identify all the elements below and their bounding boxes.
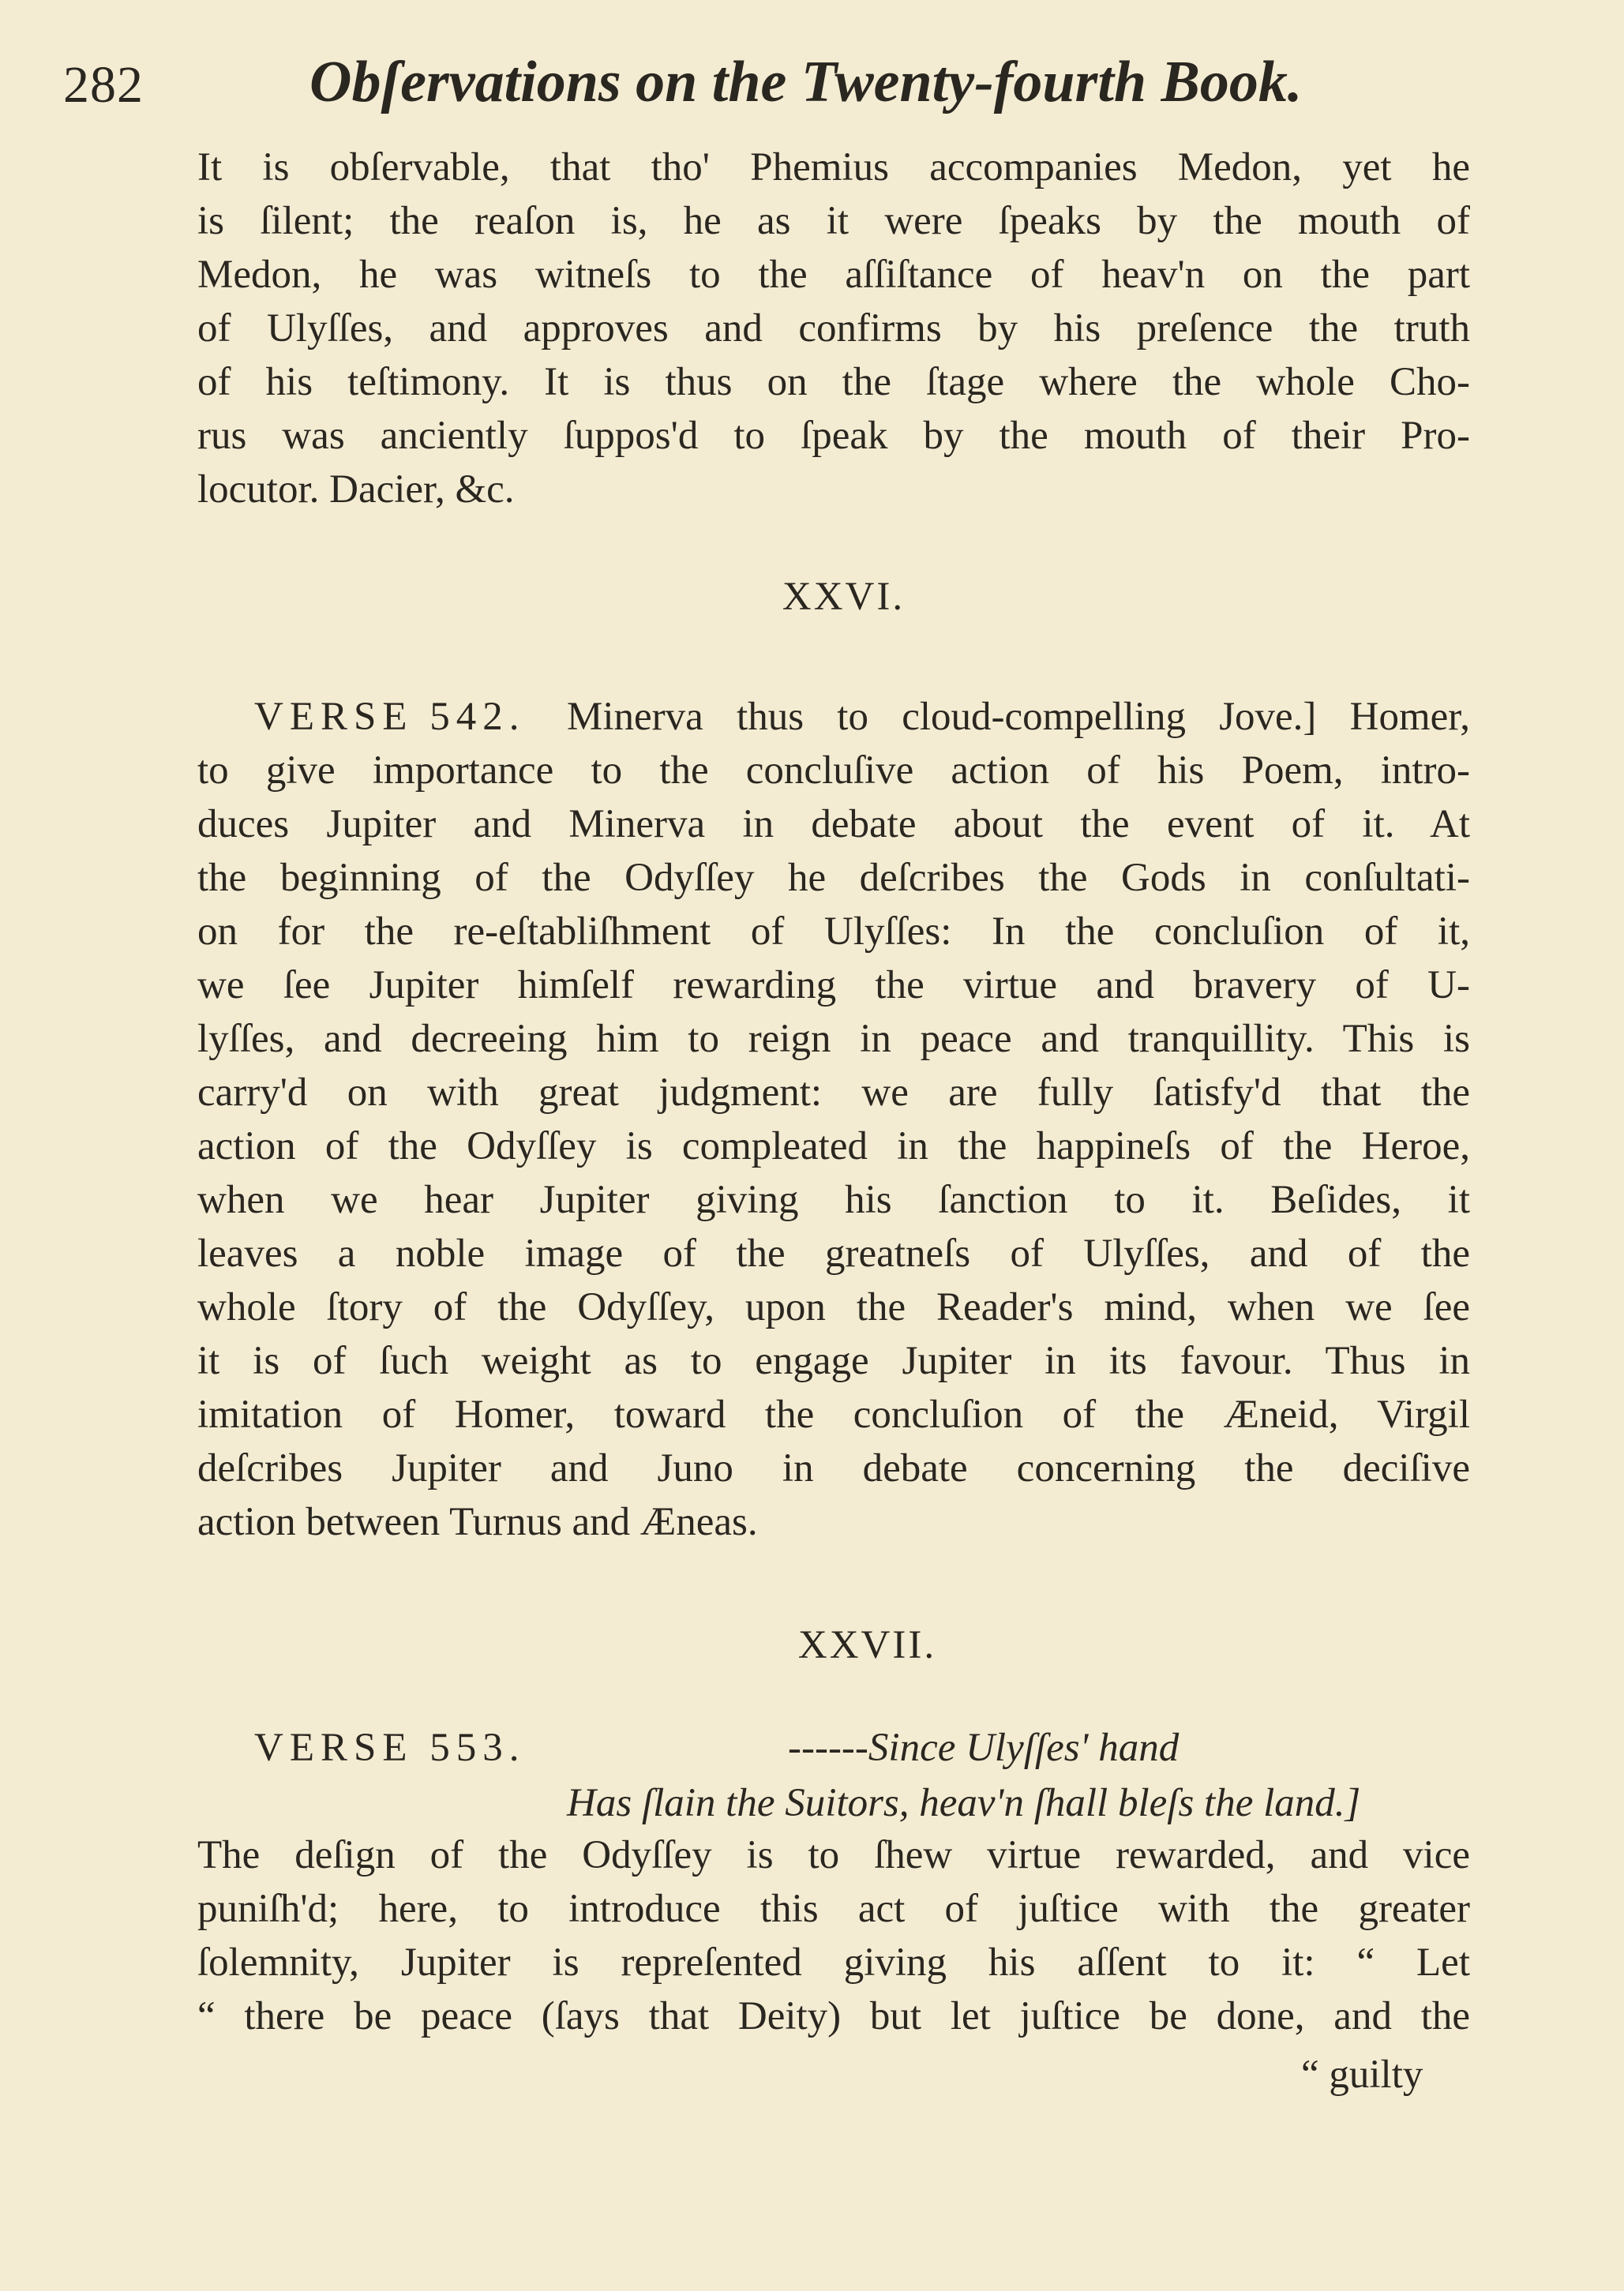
page-number: 282 (63, 56, 144, 114)
text-line: to give importance to the concluſive action of his Poem, intro- (197, 748, 1470, 793)
text-line: imitation of Homer, toward the concluſion of the Æneid, Virgil (197, 1393, 1470, 1437)
text-line: we ſee Jupiter himſelf rewarding the virtue and bravery of U- (197, 963, 1470, 1007)
paragraph-section-xxvi (197, 744, 1470, 1549)
paragraph-section-xxvii (197, 1828, 1470, 2043)
text-line: locutor. Dacier, &c. (197, 467, 515, 512)
text-line: of Ulyſſes, and approves and confirms by his preſence the truth (197, 306, 1470, 351)
verse-label-text: VERSE 553. (254, 1726, 526, 1770)
verse-label-542 (254, 690, 526, 744)
page-header (63, 49, 1326, 136)
text-line: The deſign of the Odyſſey is to ſhew virtue rewarded, and vice (197, 1833, 1470, 1877)
text-line: lyſſes, and decreeing him to reign in peace and tranquillity. This is (197, 1017, 1470, 1061)
section-heading-xxvi: XXVI. (782, 575, 906, 619)
text-line: Medon, he was witneſs to the aſſiſtance of heav'n on the part (197, 253, 1470, 297)
text-line: leaves a noble image of the greatneſs of Ulyſſes, and of the (197, 1232, 1470, 1276)
text-line: action between Turnus and Æneas. (197, 1500, 758, 1544)
text-line: rus was anciently ſuppos'd to ſpeak by the mouth of their Pro- (197, 414, 1470, 458)
text-line: is ſilent; the reaſon is, he as it were ſpeaks by the mouth of (197, 199, 1470, 243)
text-line: carry'd on with great judgment: we are fully ſatisfy'd that the (197, 1071, 1470, 1115)
text-line: “ there be peace (ſays that Deity) but let juſtice be done, and the (197, 1994, 1470, 2038)
section-heading-xxvii: XXVII. (797, 1623, 937, 1667)
text-line: It is obſervable, that tho' Phemius accompanies Medon, yet he (197, 145, 1470, 189)
quote-line-2: Has ſlain the Suitors, heav'n ſhall bleſs the land.] (567, 1781, 1361, 1825)
text-line: it is of ſuch weight as to engage Jupiter in its favour. Thus in (197, 1339, 1470, 1383)
text-line: whole ſtory of the Odyſſey, upon the Reader's mind, when we ſee (197, 1285, 1470, 1329)
text-line: duces Jupiter and Minerva in debate about the event of it. At (197, 802, 1470, 846)
text-line: deſcribes Jupiter and Juno in debate concerning the deciſive (197, 1446, 1470, 1490)
text-line: when we hear Jupiter giving his ſanction to it. Beſides, it (197, 1178, 1470, 1222)
quote-line-1: ------Since Ulyſſes' hand (788, 1726, 1180, 1770)
text-line: ſolemnity, Jupiter is repreſented giving his aſſent to it: “ Let (197, 1940, 1470, 1985)
paragraph-phemius (197, 141, 1470, 516)
section-xxvi-first-line (567, 690, 1470, 744)
verse-label-553 (254, 1721, 526, 1775)
verse-label-text: VERSE 542. (254, 695, 526, 739)
text-line: puniſh'd; here, to introduce this act of juſtice with the greater (197, 1887, 1470, 1931)
running-title: Obſervations on the Twenty-fourth Book. (309, 50, 1303, 114)
text-line: on for the re-eſtabliſhment of Ulyſſes: In the concluſion of it, (197, 909, 1470, 954)
text-line: action of the Odyſſey is compleated in the happineſs of the Heroe, (197, 1124, 1470, 1168)
text-line: the beginning of the Odyſſey he deſcribes the Gods in conſultati- (197, 856, 1470, 900)
text-line: of his teſtimony. It is thus on the ſtage where the whole Cho- (197, 360, 1470, 404)
catchword: “ guilty (1301, 2053, 1423, 2097)
text-line: Minerva thus to cloud-compelling Jove.] Homer, (567, 695, 1470, 739)
